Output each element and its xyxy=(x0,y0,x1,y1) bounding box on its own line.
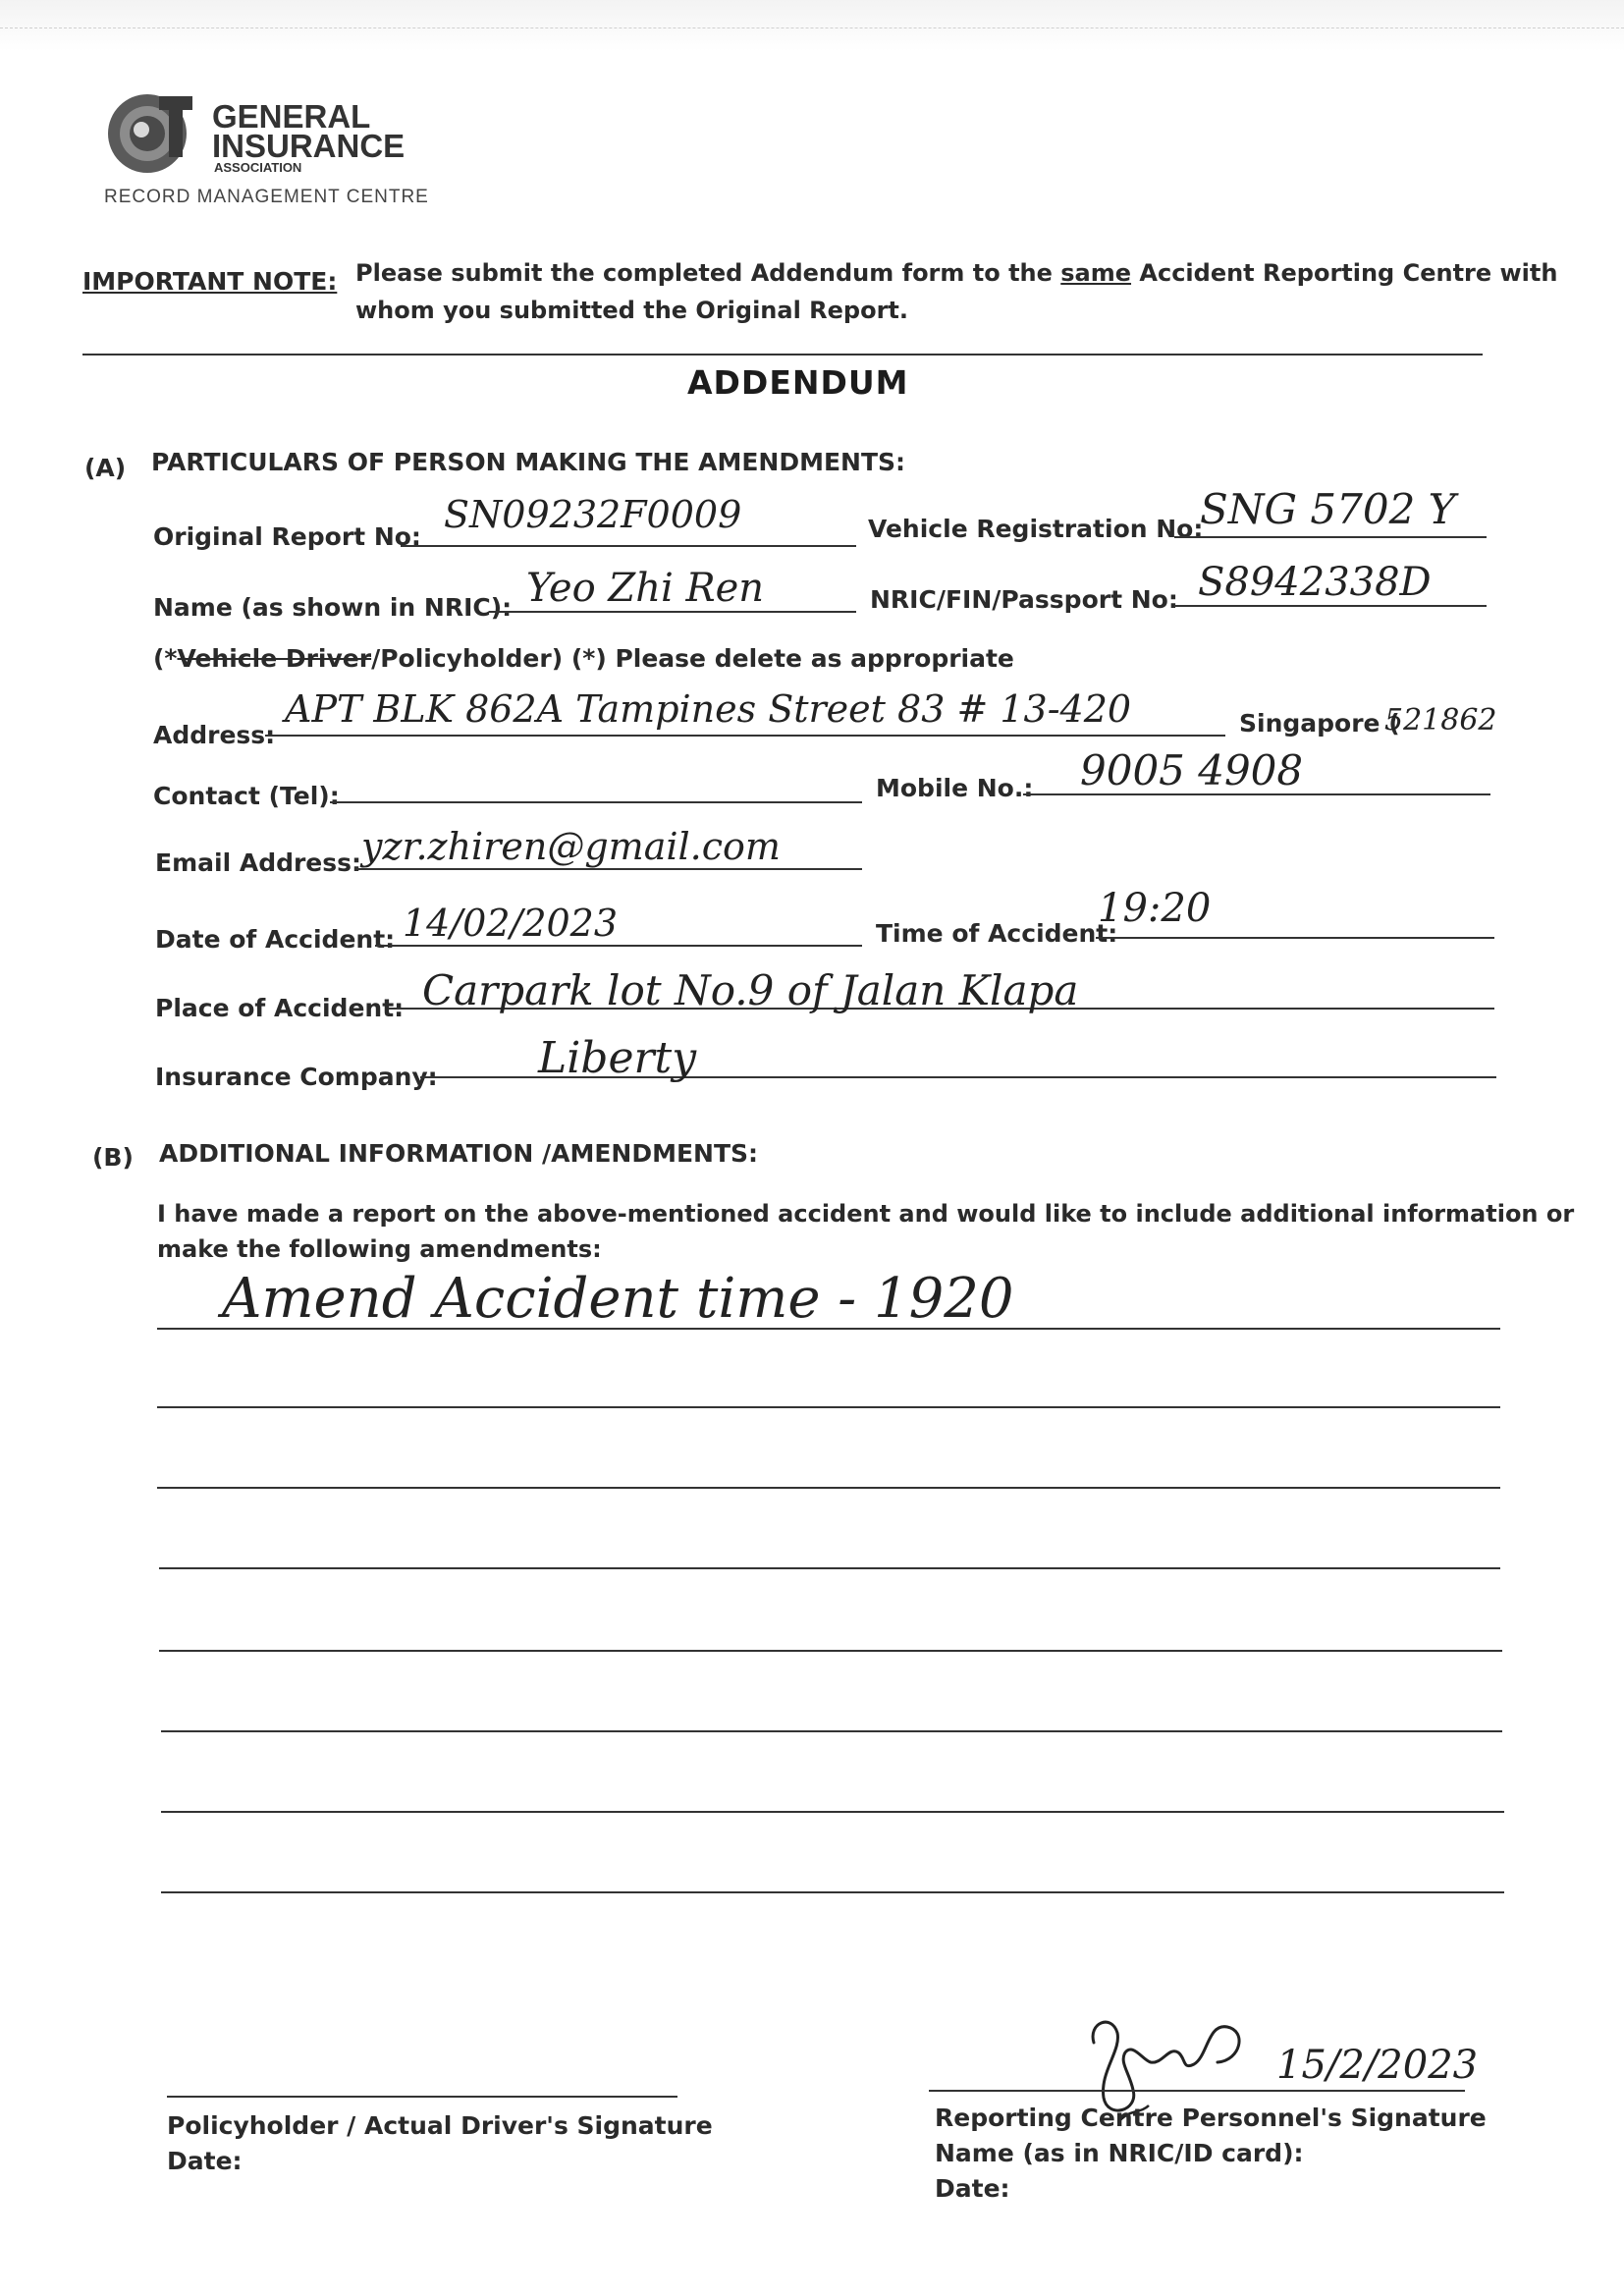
policyholder-signature-label: Policyholder / Actual Driver's Signature xyxy=(167,2111,713,2140)
form-title: ADDENDUM xyxy=(687,363,909,402)
time-of-accident-value: 19:20 xyxy=(1098,886,1212,931)
place-of-accident-value: Carpark lot No.9 of Jalan Klapa xyxy=(422,966,1079,1014)
section-a-heading: PARTICULARS OF PERSON MAKING THE AMENDMENTS: xyxy=(151,448,906,476)
section-b-intro-line2: make the following amendments: xyxy=(157,1235,602,1263)
original-report-value: SN09232F0009 xyxy=(444,493,742,536)
important-note-text-line2: whom you submitted the Original Report. xyxy=(355,297,909,324)
singapore-label: Singapore ( xyxy=(1239,709,1400,738)
logo-subtitle: RECORD MANAGEMENT CENTRE xyxy=(104,187,429,207)
writing-line xyxy=(161,1730,1502,1732)
place-of-accident-label: Place of Accident: xyxy=(155,994,405,1022)
section-b-intro-line1: I have made a report on the above-mentioned accident and would like to include additional information or xyxy=(157,1200,1575,1228)
postal-code-value: 521862 xyxy=(1384,703,1497,738)
important-note-text: Please submit the completed Addendum form to the same Accident Reporting Centre with xyxy=(355,259,1558,287)
time-of-accident-label: Time of Accident: xyxy=(876,919,1118,948)
address-label: Address: xyxy=(153,721,276,749)
insurance-company-value: Liberty xyxy=(538,1033,697,1083)
role-selector: (*Vehicle Driver/Policyholder) (*) Please delete as appropriate xyxy=(153,644,1014,673)
date-of-accident-value: 14/02/2023 xyxy=(403,902,619,945)
original-report-line xyxy=(401,545,856,547)
amendment-text-value: Amend Accident time - 1920 xyxy=(222,1267,1014,1331)
name-value: Yeo Zhi Ren xyxy=(526,566,765,611)
writing-line xyxy=(157,1487,1500,1489)
address-value: APT BLK 862A Tampines Street 83 # 13-420 xyxy=(285,687,1132,731)
logo-text-association: ASSOCIATION xyxy=(214,160,302,175)
nric-label: NRIC/FIN/Passport No: xyxy=(870,585,1178,614)
personnel-name-label: Name (as in NRIC/ID card): xyxy=(935,2139,1304,2167)
time-of-accident-line xyxy=(1096,937,1494,939)
nric-line xyxy=(1174,605,1487,607)
important-note-label: IMPORTANT NOTE: xyxy=(82,267,338,296)
contact-line xyxy=(330,801,862,803)
writing-line xyxy=(157,1406,1500,1408)
vehicle-reg-label: Vehicle Registration No: xyxy=(868,515,1204,543)
logo-text-general: GENERAL xyxy=(212,98,371,135)
original-report-label: Original Report No: xyxy=(153,522,421,551)
policyholder-date-label: Date: xyxy=(167,2147,243,2175)
personnel-signed-date-value: 15/2/2023 xyxy=(1276,2043,1479,2088)
personnel-signature-line xyxy=(929,2090,1465,2092)
insurance-company-label: Insurance Company: xyxy=(155,1063,438,1091)
writing-line xyxy=(159,1567,1500,1569)
logo-text-insurance: INSURANCE xyxy=(212,128,406,164)
mobile-value: 9005 4908 xyxy=(1080,746,1304,794)
email-label: Email Address: xyxy=(155,848,362,877)
header-divider xyxy=(82,354,1483,355)
gia-logo-icon xyxy=(102,86,206,177)
writing-line xyxy=(161,1811,1504,1813)
policyholder-signature-line xyxy=(167,2096,677,2098)
email-value: yzr.zhiren@gmail.com xyxy=(361,825,781,868)
vehicle-reg-value: SNG 5702 Y xyxy=(1200,485,1456,533)
personnel-date-label: Date: xyxy=(935,2174,1010,2203)
date-of-accident-line xyxy=(375,945,862,947)
date-of-accident-label: Date of Accident: xyxy=(155,925,396,954)
writing-line xyxy=(159,1650,1502,1652)
section-a-marker: (A) xyxy=(84,454,127,482)
role-struck: Vehicle Driver xyxy=(177,644,372,673)
contact-label: Contact (Tel): xyxy=(153,782,340,810)
email-line xyxy=(355,868,862,870)
nric-value: S8942338D xyxy=(1198,560,1432,605)
writing-line xyxy=(157,1328,1500,1330)
scan-fold-line xyxy=(0,27,1624,28)
scan-edge xyxy=(0,0,1624,51)
address-line xyxy=(265,735,1225,737)
section-b-heading: ADDITIONAL INFORMATION /AMENDMENTS: xyxy=(159,1139,759,1168)
vehicle-reg-line xyxy=(1174,536,1487,538)
name-line xyxy=(489,611,856,613)
name-label: Name (as shown in NRIC): xyxy=(153,593,513,622)
writing-line xyxy=(161,1891,1504,1893)
section-b-marker: (B) xyxy=(92,1143,134,1172)
mobile-label: Mobile No.: xyxy=(876,774,1034,802)
personnel-signature-label: Reporting Centre Personnel's Signature xyxy=(935,2104,1487,2132)
